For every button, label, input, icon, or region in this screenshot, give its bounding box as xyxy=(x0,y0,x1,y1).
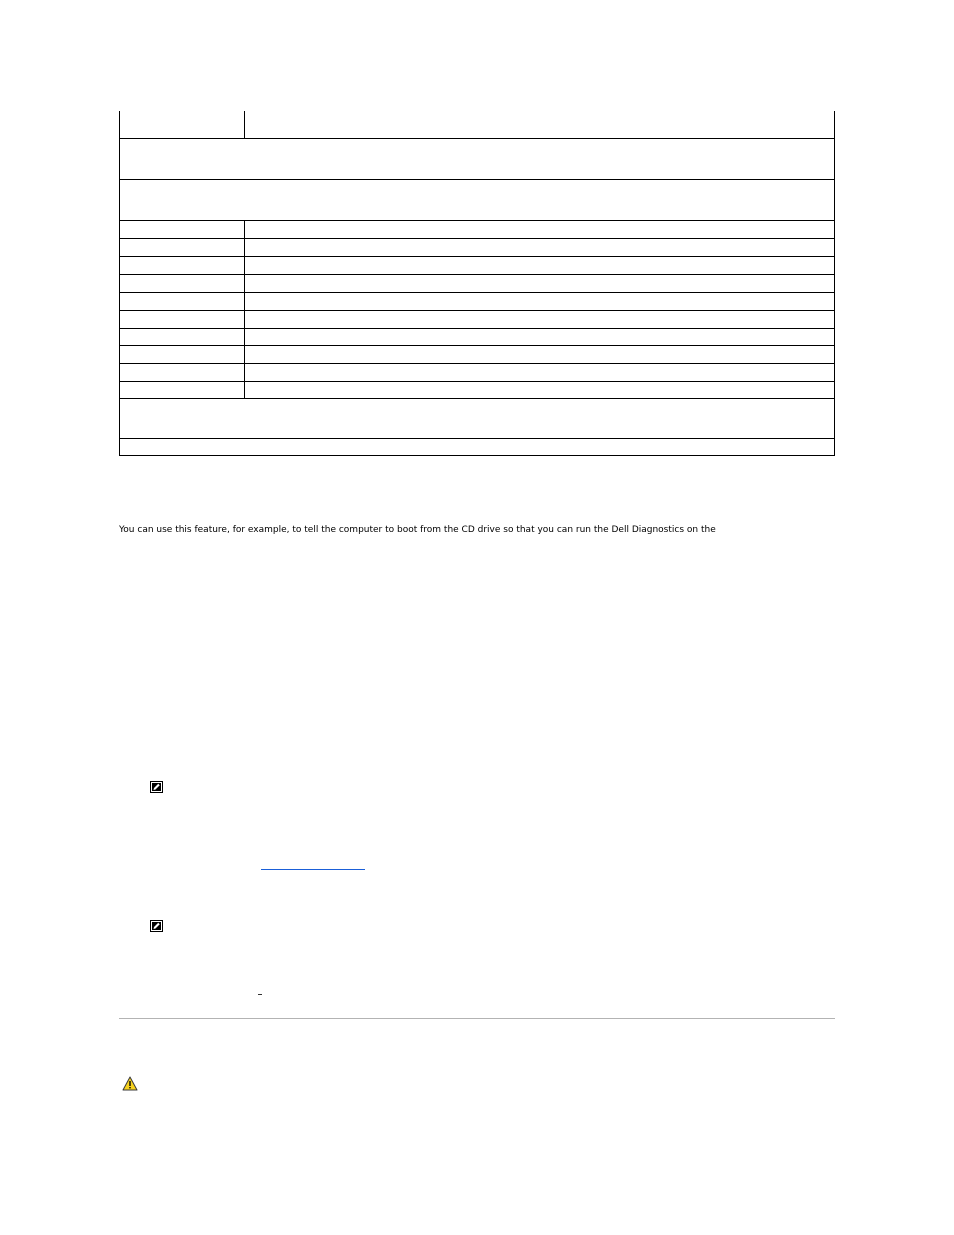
hyperlink[interactable] xyxy=(261,869,365,870)
underline-mark xyxy=(258,994,262,995)
table-row xyxy=(120,180,834,221)
column-divider xyxy=(244,311,245,328)
body-paragraph: You can use this feature, for example, to tell the computer to boot from the CD drive so that you can run the Dell Diagnostics on the xyxy=(119,525,716,535)
column-divider xyxy=(244,346,245,363)
column-divider xyxy=(244,382,245,398)
column-divider xyxy=(244,293,245,310)
table-row xyxy=(120,293,834,311)
caution-triangle-icon xyxy=(122,1076,138,1091)
table-row xyxy=(120,139,834,180)
column-divider xyxy=(244,221,245,238)
table-row xyxy=(120,221,834,239)
column-divider xyxy=(244,329,245,345)
table-row xyxy=(120,399,834,439)
table-row xyxy=(120,111,834,139)
note-pencil-icon xyxy=(150,781,163,793)
column-divider xyxy=(244,257,245,274)
column-divider xyxy=(244,275,245,292)
table-row xyxy=(120,382,834,399)
section-divider xyxy=(119,1018,835,1019)
table-row xyxy=(120,239,834,257)
table-row xyxy=(120,257,834,275)
column-divider xyxy=(244,364,245,381)
table-row xyxy=(120,329,834,346)
table-row xyxy=(120,346,834,364)
table-row xyxy=(120,275,834,293)
column-divider xyxy=(244,111,245,138)
table-row xyxy=(120,364,834,382)
note-pencil-icon xyxy=(150,920,163,932)
column-divider xyxy=(244,239,245,256)
table-row xyxy=(120,439,834,455)
table-row xyxy=(120,311,834,329)
settings-table xyxy=(119,111,835,456)
